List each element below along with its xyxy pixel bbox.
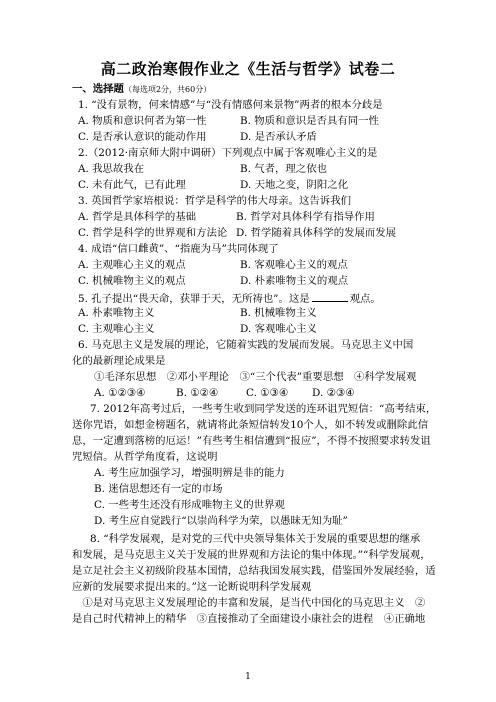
question-stem-cont: 息，一定遭到落榜的厄运！”有些考生相信遭到“报应”，不得不按照要求转发诅 [72, 435, 431, 447]
question-stem-cont: 和发展，是马克思主义关于发展的世界观和方法论的集中体现。”“科学发展观， [72, 549, 431, 561]
answer-blank [312, 291, 348, 302]
option-a: A. 考生应加强学习，增强明辨是非的能力 [94, 467, 285, 479]
option-c: C. 是否承认意识的能动作用 [78, 131, 207, 143]
question-stem-cont: 化的最新理论成果是 [72, 355, 166, 367]
option-b: B. 迷信思想还有一定的市场 [94, 483, 223, 495]
option-c: C. 一些考生还没有形成唯物主义的世界观 [94, 499, 285, 511]
question-stem: 6. 马克思主义是发展的理论，它随着实践的发展而发展。马克思主义中国 [78, 339, 414, 351]
option-d: D. 客观唯心主义 [240, 323, 317, 335]
option-d: D. 哲学随着具体科学的发展而发展 [236, 227, 397, 239]
question-items: ①毛泽东思想 ②邓小平理论 ③“三个代表”重要思想 ④科学发展观 [94, 371, 417, 383]
option-b: B. 气者，理之依也 [240, 163, 327, 175]
option-d: D. 朴素唯物主义的观点 [240, 275, 349, 287]
option-b: B. 机械唯物主义 [240, 307, 317, 319]
question-stem: 2.（2012·南京师大附中调研）下列观点中属于客观唯心主义的是 [78, 147, 378, 159]
question-stem-tail: 观点。 [349, 293, 381, 305]
option-a: A. 主观唯心主义的观点 [78, 259, 186, 271]
option-a: A. 物质和意识何者为第一性 [78, 115, 207, 127]
option-a: A. 我思故我在 [78, 163, 145, 175]
question-stem: 4. 成语“信口雌黄”、“指鹿为马”共同体现了 [78, 243, 279, 255]
question-items-cont: 是自己时代精神上的精华 ③直接推动了全面建设小康社会的进程 ④正确地 [72, 613, 426, 625]
question-stem: 7. 2012年高考过后，一些考生收到同学发送的连环诅咒短信：“高考结束， [90, 403, 437, 415]
question-stem-cont: 应新的发展要求提出来的。”这一论断说明科学发展观 [72, 581, 312, 593]
question-stem: 1. “没有景物，何来情感”与“没有情感何来景物”两者的根本分歧是 [78, 99, 383, 111]
question-stem-cont: 咒短信。从哲学角度看，这说明 [72, 451, 218, 463]
question-stem: 3. 英国哲学家培根说：哲学是科学的伟大母亲。这告诉我们 [78, 195, 351, 207]
option-d: D. 考生应自觉践行“以崇尚科学为荣，以愚昧无知为耻” [94, 515, 348, 527]
page-number: 1 [245, 672, 251, 682]
option-c: C. 机械唯物主义的观点 [78, 275, 186, 287]
question-items: ①是对马克思主义发展理论的丰富和发展，是当代中国化的马克思主义 ② [72, 597, 426, 609]
question-stem [78, 291, 381, 306]
option-b: B. 物质和意识是否具有同一性 [240, 115, 379, 127]
question-stem-cont: 是立足社会主义初级阶段基本国情，总结我国发展实践，借鉴国外发展经验，适 [72, 565, 436, 577]
option-c: C. 哲学是科学的世界观和方法论 [78, 227, 228, 239]
option-d: D. ②③④ [312, 387, 355, 399]
option-c: C. ①③④ [246, 387, 289, 399]
question-stem-cont: 送你咒语，如想金榜题名，就请将此条短信转发10个人，如不转发或删除此信 [72, 419, 429, 431]
option-d: D. 是否承认矛盾 [240, 131, 317, 143]
option-b: B. ①②④ [176, 387, 219, 399]
page-title: 高二政治寒假作业之《生活与哲学》试卷二 [100, 60, 396, 78]
option-c: C. 未有此气，已有此理 [78, 179, 186, 191]
option-a: A. ①②③④ [94, 387, 146, 399]
section-heading-note: （每选项2分，共60分） [123, 85, 212, 94]
option-c: C. 主观唯心主义 [78, 323, 155, 335]
option-b: B. 哲学对具体科学有指导作用 [236, 211, 375, 223]
question-stem-text: 5. 孔子提出“畏天命，获罪于天，无所祷也”。这是 [78, 293, 310, 305]
option-b: B. 客观唯心主义的观点 [240, 259, 348, 271]
option-a: A. 哲学是具体科学的基础 [78, 211, 197, 223]
section-heading [72, 83, 211, 96]
section-heading-label: 一、选择题 [72, 83, 124, 95]
option-d: D. 天地之变，阴阳之化 [240, 179, 349, 191]
option-a: A. 朴素唯物主义 [78, 307, 155, 319]
question-stem: 8. “科学发展观，是对党的三代中央领导集体关于发展的重要思想的继承 [90, 533, 421, 545]
